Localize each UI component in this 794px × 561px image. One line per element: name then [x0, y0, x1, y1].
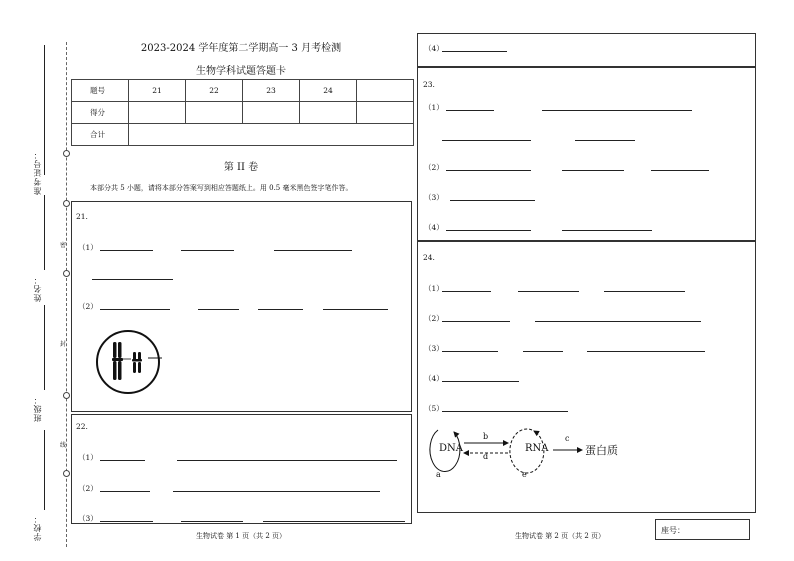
label-b: b	[483, 432, 489, 441]
question-number: 22.	[76, 422, 88, 431]
answer-line[interactable]	[173, 491, 380, 492]
question-number: 24.	[423, 253, 435, 262]
table-cell: 21	[129, 80, 186, 102]
name-label: 姓名：	[33, 275, 42, 302]
answer-line[interactable]	[442, 140, 531, 141]
answer-box-23	[417, 67, 756, 241]
part-label: （3）	[78, 514, 98, 523]
label-d: d	[483, 452, 489, 461]
part-label: （4）	[424, 374, 444, 383]
score-input[interactable]	[129, 102, 186, 124]
exam-id-line[interactable]	[44, 45, 45, 175]
table-cell: 合计	[72, 124, 129, 146]
exam-title: 2023-2024 学年度第二学期高一 3 月考检测	[140, 43, 342, 54]
answer-line[interactable]	[562, 170, 624, 171]
part-label: （4）	[424, 223, 444, 232]
rna-label: RNA	[525, 443, 549, 454]
hole-marker	[63, 392, 70, 399]
seal-char: 线	[60, 442, 67, 449]
seal-char: 密	[60, 242, 67, 249]
answer-line[interactable]	[542, 110, 692, 111]
hole-marker	[63, 270, 70, 277]
answer-line[interactable]	[450, 200, 535, 201]
answer-line[interactable]	[442, 351, 498, 352]
answer-line[interactable]	[442, 321, 510, 322]
part-label: （5）	[424, 404, 444, 413]
exam-id-label: 准考证号：	[33, 150, 42, 195]
page-footer: 生物试卷 第 2 页（共 2 页）	[514, 532, 606, 540]
answer-line[interactable]	[518, 291, 579, 292]
answer-box-q4	[417, 33, 756, 67]
answer-line[interactable]	[446, 110, 494, 111]
page-footer: 生物试卷 第 1 页（共 2 页）	[195, 532, 287, 540]
answer-line[interactable]	[587, 351, 705, 352]
part-label: （4）	[424, 44, 444, 53]
score-input[interactable]	[300, 102, 357, 124]
score-input[interactable]	[243, 102, 300, 124]
hole-marker	[63, 200, 70, 207]
part-label: （3）	[424, 193, 444, 202]
school-line[interactable]	[44, 430, 45, 510]
part-label: （2）	[424, 163, 444, 172]
dna-label: DNA	[439, 443, 463, 454]
table-cell: 23	[243, 80, 300, 102]
answer-line[interactable]	[100, 250, 153, 251]
answer-line[interactable]	[181, 250, 234, 251]
table-cell: 22	[186, 80, 243, 102]
part-label: （1）	[78, 243, 98, 252]
total-input[interactable]	[129, 124, 414, 146]
answer-line[interactable]	[442, 51, 507, 52]
question-number: 23.	[423, 80, 435, 89]
part-label: （2）	[424, 314, 444, 323]
table-cell	[357, 80, 414, 102]
part-label: （2）	[78, 484, 98, 493]
hole-marker	[63, 150, 70, 157]
cell-chromosome-figure	[96, 330, 162, 396]
answer-line[interactable]	[562, 230, 652, 231]
class-line[interactable]	[44, 305, 45, 390]
protein-label: 蛋白质	[585, 444, 618, 457]
part-label: （3）	[424, 344, 444, 353]
answer-line[interactable]	[258, 309, 303, 310]
label-a: a	[436, 470, 441, 479]
label-c: c	[565, 434, 570, 443]
table-cell: 24	[300, 80, 357, 102]
class-label: 班级：	[33, 395, 42, 422]
answer-line[interactable]	[100, 491, 150, 492]
table-cell: 得分	[72, 102, 129, 124]
answer-line[interactable]	[446, 170, 531, 171]
answer-line[interactable]	[100, 309, 170, 310]
answer-line[interactable]	[604, 291, 685, 292]
part-label: （2）	[78, 302, 98, 311]
answer-line[interactable]	[263, 521, 405, 522]
answer-line[interactable]	[446, 230, 531, 231]
answer-line[interactable]	[323, 309, 388, 310]
score-table	[71, 79, 414, 146]
answer-line[interactable]	[442, 381, 519, 382]
answer-line[interactable]	[274, 250, 352, 251]
answer-line[interactable]	[100, 521, 153, 522]
sheet-subtitle: 生物学科试题答题卡	[196, 66, 286, 77]
answer-line[interactable]	[651, 170, 709, 171]
table-cell: 题号	[72, 80, 129, 102]
answer-box-22	[71, 414, 412, 524]
question-number: 21.	[76, 212, 88, 221]
answer-line[interactable]	[92, 279, 173, 280]
score-input[interactable]	[357, 102, 414, 124]
name-line[interactable]	[44, 195, 45, 270]
answer-line[interactable]	[442, 291, 491, 292]
answer-line[interactable]	[442, 411, 568, 412]
part-label: （1）	[424, 284, 444, 293]
part-label: （1）	[424, 103, 444, 112]
section-instruction: 本部分共 5 小题，请将本部分答案写到相应答题纸上。用 0.5 毫米黑色签字笔作答。	[90, 184, 353, 192]
seal-char: 封	[60, 341, 67, 348]
seat-label: 座号：	[661, 526, 685, 535]
answer-line[interactable]	[198, 309, 239, 310]
school-label: 学校：	[33, 514, 42, 541]
score-input[interactable]	[186, 102, 243, 124]
section-title: 第 II 卷	[223, 162, 259, 173]
answer-line[interactable]	[575, 140, 635, 141]
answer-line[interactable]	[100, 460, 145, 461]
label-e: e	[522, 470, 527, 479]
hole-marker	[63, 470, 70, 477]
answer-line[interactable]	[535, 321, 701, 322]
answer-line[interactable]	[523, 351, 563, 352]
answer-line[interactable]	[177, 460, 397, 461]
part-label: （1）	[78, 453, 98, 462]
answer-line[interactable]	[181, 521, 243, 522]
